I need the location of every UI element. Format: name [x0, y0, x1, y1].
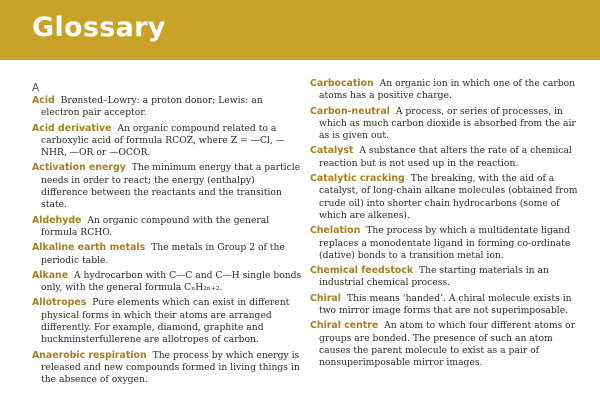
glossary-entry: [310, 320, 586, 369]
glossary-entry: [310, 225, 586, 262]
section-letter: A: [32, 82, 40, 94]
glossary-entry: [32, 270, 304, 295]
glossary-definition: Brønsted–Lowry: a proton donor; Lewis: an electron pair acceptor.: [41, 95, 263, 119]
glossary-term: Alkaline earth metals: [32, 242, 146, 254]
glossary-definition: Pure elements which can exist in different physical forms in which their atoms are arranged differently. For example, diamond, graphite and buckminsterfullerene are allotropes of carbon.: [41, 297, 290, 346]
glossary-term: Chelation: [310, 225, 361, 237]
glossary-term: Chemical feedstock: [310, 265, 414, 277]
glossary-entry: [310, 106, 586, 143]
right-entries-list: [310, 78, 586, 370]
glossary-term: Chiral: [310, 292, 341, 304]
glossary-term: Alkane: [32, 269, 69, 281]
glossary-term: Activation energy: [32, 162, 126, 174]
glossary-term: Carbocation: [310, 78, 374, 89]
glossary-entry: [32, 95, 304, 120]
glossary-term: Catalytic cracking: [310, 173, 405, 185]
glossary-definition: An atom to which four different atoms or groups are bonded. The presence of such an atom causes the parent molecule to exist as a pair of nonsuperimposable mirror images.: [319, 320, 576, 369]
page-title: Glossary: [32, 12, 166, 43]
left-entries-list: [32, 95, 304, 387]
left-column: [32, 78, 304, 390]
glossary-definition: The starting materials in an industrial chemical process.: [319, 265, 549, 289]
glossary-term: Catalyst: [310, 145, 354, 157]
glossary-entry: [32, 162, 304, 211]
glossary-entry: [32, 350, 304, 387]
glossary-definition: The process by which energy is released and new compounds formed in living things in the absence of oxygen.: [41, 349, 300, 386]
glossary-definition: A process, or series of processes, in which as much carbon dioxide is absorbed from the air as is given out.: [319, 105, 576, 142]
glossary-header-banner: [0, 0, 600, 60]
glossary-term: Acid derivative: [32, 122, 112, 134]
glossary-term: Aldehyde: [32, 214, 82, 226]
glossary-definition: An organic ion in which one of the carbon atoms has a positive charge.: [319, 78, 576, 102]
glossary-definition: The minimum energy that a particle needs in order to react; the energy (enthalpy) difference between the reactants and the transition state.: [41, 162, 301, 211]
glossary-definition: The process by which a multidentate ligand replaces a monodentate ligand in forming co-ordinate (dative) bonds to a transition metal ion.: [319, 225, 571, 261]
glossary-entry: [310, 265, 586, 290]
glossary-term: Allotropes: [32, 297, 87, 309]
glossary-entry: [310, 145, 586, 170]
glossary-definition: The metals in Group 2 of the periodic table.: [41, 242, 285, 266]
glossary-entry: [310, 293, 586, 318]
right-column: [310, 78, 586, 373]
glossary-definition: This means ‘handed’. A chiral molecule exists in two mirror image forms that are not superimposable.: [319, 292, 572, 317]
glossary-entry: [310, 173, 586, 222]
glossary-entry: [310, 78, 586, 103]
glossary-term: Chiral centre: [310, 320, 379, 332]
glossary-definition: An organic compound related to a carboxylic acid of formula RCOZ, where Z = —Cl, —NHR, —OR or —OCOR.: [41, 122, 285, 159]
glossary-definition: A substance that alters the rate of a chemical reaction but is not used up in the reaction.: [319, 145, 572, 169]
glossary-term: Acid: [32, 95, 55, 106]
glossary-entry: [32, 297, 304, 346]
glossary-term: Anaerobic respiration: [32, 349, 147, 361]
glossary-definition: The breaking, with the aid of a catalyst, of long-chain alkane molecules (obtained from crude oil) into shorter chain hydrocarbons (some of which are alkenes).: [319, 173, 578, 221]
glossary-entry: [32, 242, 304, 267]
glossary-entry: [32, 123, 304, 160]
glossary-definition: A hydrocarbon with C—C and C—H single bonds only, with the general formula CₙH₂ₙ₊₂.: [41, 269, 302, 294]
glossary-term: Carbon-neutral: [310, 105, 390, 117]
glossary-definition: An organic compound with the general formula RCHO.: [41, 214, 270, 238]
glossary-entry: [32, 215, 304, 240]
